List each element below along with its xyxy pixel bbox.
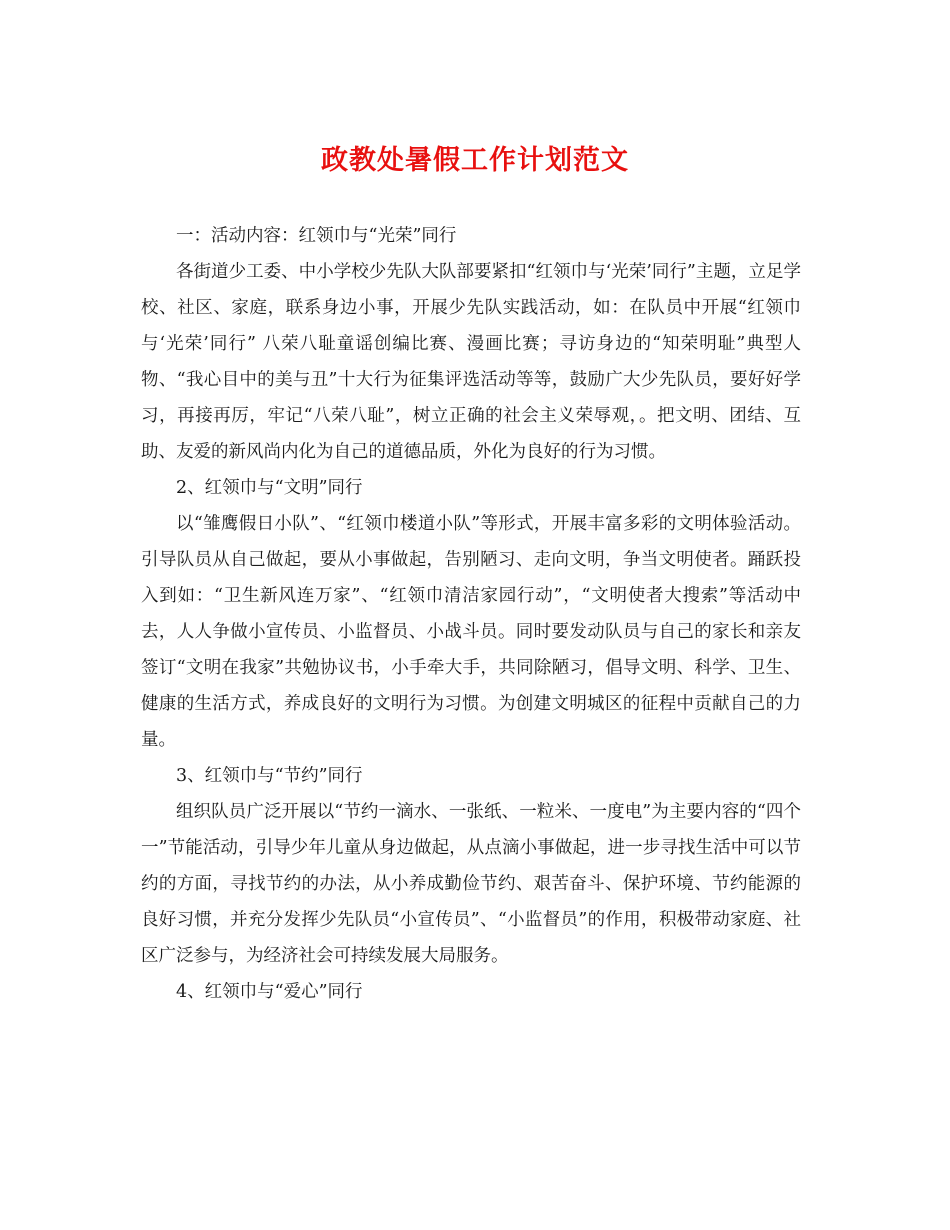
- section-heading-3: 3、红领巾与“节约”同行: [176, 766, 363, 786]
- section-heading-1: 一：活动内容：红领巾与“光荣”同行: [176, 226, 457, 246]
- section-heading-2: 2、红领巾与“文明”同行: [176, 478, 363, 498]
- section-heading-4: 4、红领巾与“爱心”同行: [176, 982, 363, 1002]
- document-body: [141, 218, 801, 1010]
- section-paragraph-1: 各街道少工委、中小学校少先队大队部要紧扣“红领巾与‘光荣’同行”主题，立足学校、社区、家庭，联系身边小事，开展少先队实践活动，如：在队员中开展“红领巾与‘光荣’同行” 八荣八耻童谣创编比赛、漫画比赛；寻访身边的“知荣明耻”典型人物、“我心目中的美与丑”十大行为征集评选活动等等，鼓励广大少先队员，要好好学习，再接再厉，牢记“八荣八耻”，树立正确的社会主义荣辱观，。把文明、团结、互助、友爱的新风尚内化为自己的道德品质，外化为良好的行为习惯。: [141, 262, 801, 462]
- section-paragraph-2: 以“雏鹰假日小队”、“红领巾楼道小队”等形式，开展丰富多彩的文明体验活动。引导队员从自己做起，要从小事做起，告别陋习、走向文明，争当文明使者。踊跃投入到如：“卫生新风连万家”、“红领巾清洁家园行动”，“文明使者大搜索”等活动中去，人人争做小宣传员、小监督员、小战斗员。同时要发动队员与自己的家长和亲友签订“文明在我家”共勉协议书，小手牵大手，共同除陋习，倡导文明、科学、卫生、健康的生活方式，养成良好的文明行为习惯。为创建文明城区的征程中贡献自己的力量。: [141, 514, 801, 750]
- document-title: 政教处暑假工作计划范文: [321, 145, 629, 176]
- section-paragraph-3: 组织队员广泛开展以“节约一滴水、一张纸、一粒米、一度电”为主要内容的“四个一”节能活动，引导少年儿童从身边做起，从点滴小事做起，进一步寻找生活中可以节约的方面，寻找节约的办法，从小养成勤俭节约、艰苦奋斗、保护环境、节约能源的良好习惯，并充分发挥少先队员“小宣传员”、“小监督员”的作用，积极带动家庭、社区广泛参与，为经济社会可持续发展大局服务。: [141, 802, 801, 966]
